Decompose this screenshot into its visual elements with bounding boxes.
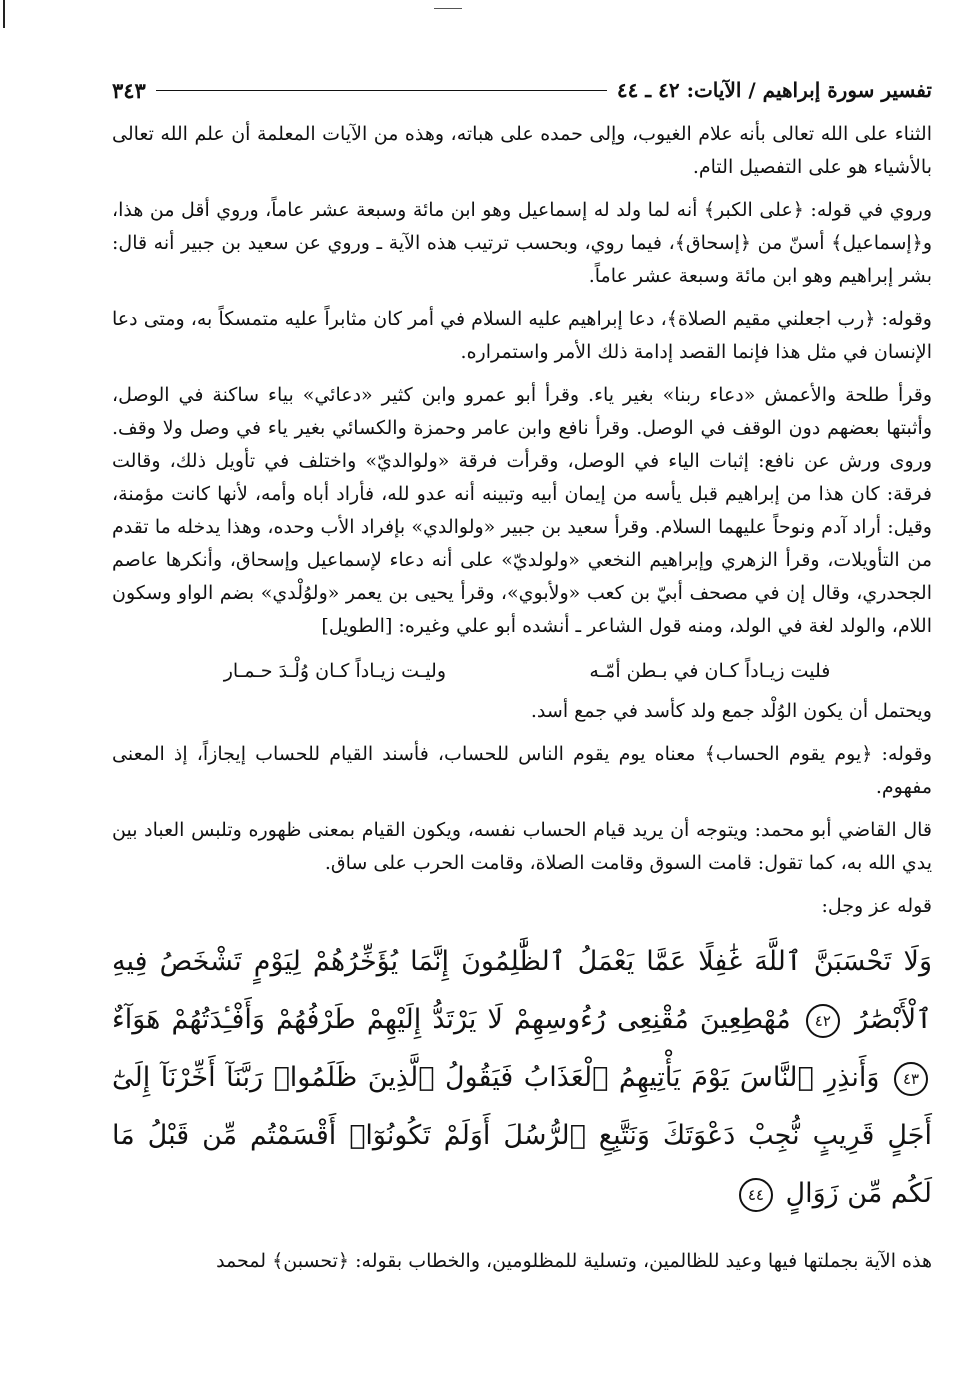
ayah-number-43: ٤٣ (894, 1062, 928, 1096)
paragraph-7: قال القاضي أبو محمد: ويتوجه أن يريد قيام الحساب نفسه، ويكون القيام بمعنى ظهوره وتلبس العباد بين يدي الله به، كما تقول: قامت السوق وقامت الصلاة، وقامت الحرب على ساق. (112, 819, 932, 874)
paragraph-3: وقوله: ﴿رب اجعلني مقيم الصلاة﴾، دعا إبراهيم عليه السلام في أمر كان مثابراً عليه متمسكاً به، ومتى دعا الإنسان في مثل هذا فإنما القصد إدامة ذلك الأمر واستمراره. (112, 308, 932, 363)
paragraph-bottom: هذه الآية بجملتها فيها وعيد للظالمين، وتسلية للمظلومين، والخطاب بقوله: ﴿تحسبن﴾ لمحمد (216, 1250, 932, 1272)
poem-hemistich-1: فليت زيـاداً كـان في بـطن أمّـه (589, 660, 831, 682)
ayah-number-44: ٤٤ (739, 1178, 773, 1212)
top-crop-mark (434, 8, 462, 9)
verse-42-text: وَلَا تَحْسَبَنَّ ٱللَّهَ غَٰفِلًا عَمَّا يَعْمَلُ ٱلظَّٰلِمُونَ إِنَّمَا يُؤَخِّرُهُمْ لِيَوْمٍ تَشْخَصُ فِيهِ ٱلْأَبْصَٰرُ (112, 946, 932, 1035)
verse-intro: قوله عز وجل: (821, 895, 932, 917)
paragraph-5: ويحتمل أن يكون الوُلْد جمع ولد كأسد في جمع أسد. (530, 700, 932, 722)
quran-verses (112, 933, 932, 1223)
ayah-number-42: ٤٢ (806, 1004, 840, 1038)
poem-verse (152, 653, 902, 689)
verse-43-text: مُهْطِعِينَ مُقْنِعِى رُءُوسِهِمْ لَا يَرْتَدُّ إِلَيْهِمْ طَرْفُهُمْ وَأَفْـِٔدَتُهُمْ هَوَآءٌ (112, 1004, 791, 1035)
paragraph-2: وروي في قوله: ﴿على الكبر﴾ أنه لما ولد له إسماعيل وهو ابن مائة وسبعة عشر عاماً، وروي أقل من هذا، و﴿إسماعيل﴾ أسنّ من ﴿إسحاق﴾، فيما روي، وبحسب ترتيب هذه الآية ـ وروي عن سعيد بن جبير أنه قال: بشر إبراهيم وهو ابن مائة وسبعة عشر عاماً. (112, 199, 933, 287)
header-rule (156, 90, 607, 91)
page-edge-mark (3, 0, 5, 28)
page-number: ٣٤٣ (112, 77, 146, 103)
header-title: تفسير سورة إبراهيم / الآيات: ٤٢ ـ ٤٤ (616, 78, 932, 102)
book-page (112, 70, 932, 1380)
running-header (112, 70, 932, 110)
verse-44-text: وَأَنذِرِ ٱلنَّاسَ يَوْمَ يَأْتِيهِمُ ٱلْعَذَابُ فَيَقُولُ ٱلَّذِينَ ظَلَمُوا۟ رَبَّنَآ أَخِّرْنَآ إِلَىٰٓ أَجَلٍ قَرِيبٍ نُّجِبْ دَعْوَتَكَ وَنَتَّبِعِ ٱلرُّسُلَ أَوَلَمْ تَكُونُوٓا۟ أَقْسَمْتُم مِّن قَبْلُ مَا لَكُم مِّن زَوَالٍ (112, 1062, 932, 1209)
poem-hemistich-2: وليـت زيـاداً كـان وُلْـدَ حـمـار (223, 660, 447, 682)
paragraph-6: وقوله: ﴿يوم يقوم الحساب﴾ معناه يوم يقوم الناس للحساب، فأسند القيام للحساب إيجازاً، إذ المعنى مفهوم. (112, 743, 932, 798)
paragraph-4: وقرأ طلحة والأعمش «دعاء ربنا» بغير ياء. وقرأ أبو عمرو وابن كثير «دعائي» بياء ساكنة في الوصل، وأثبتها بعضهم دون الوقف في الوصل. وقرأ نافع وابن عامر وحمزة والكسائي بغير ياء في وصل ولا وقف. وروى ورش عن نافع: إثبات الياء في الوصل، وقرأت فرقة «ولوالديّ» واختلف في تأويل ذلك، وقالت فرقة: كان هذا من إبراهيم قبل يأسه من إيمان أبيه وتبينه أنه عدو لله، فأراد أباه وأمه، لأنها كانت مؤمنة، وقيل: أراد آدم ونوحاً عليهما السلام. وقرأ سعيد بن جبير «ولوالدي» بإفراد الأب وحده، وهذا يدخله ما تقدم من التأويلات، وقرأ الزهري وإبراهيم النخعي «ولولديّ» على أنه دعاء لإسماعيل وإسحاق، وأنكرها عاصم الجحدري، وقال إن في مصحف أبيّ بن كعب «ولأبوي»، وقرأ يحيى بن يعمر «ولوُلْدي» بضم الواو وسكون اللام، والولد لغة في الولد، ومنه قول الشاعر ـ أنشده أبو علي وغيره: [الطويل] (112, 384, 932, 637)
paragraph-1: الثناء على الله تعالى بأنه علام الغيوب، وإلى حمده على هباته، وهذه من الآيات المعلمة أن علم الله تعالى بالأشياء هو على التفصيل التام. (112, 123, 932, 178)
